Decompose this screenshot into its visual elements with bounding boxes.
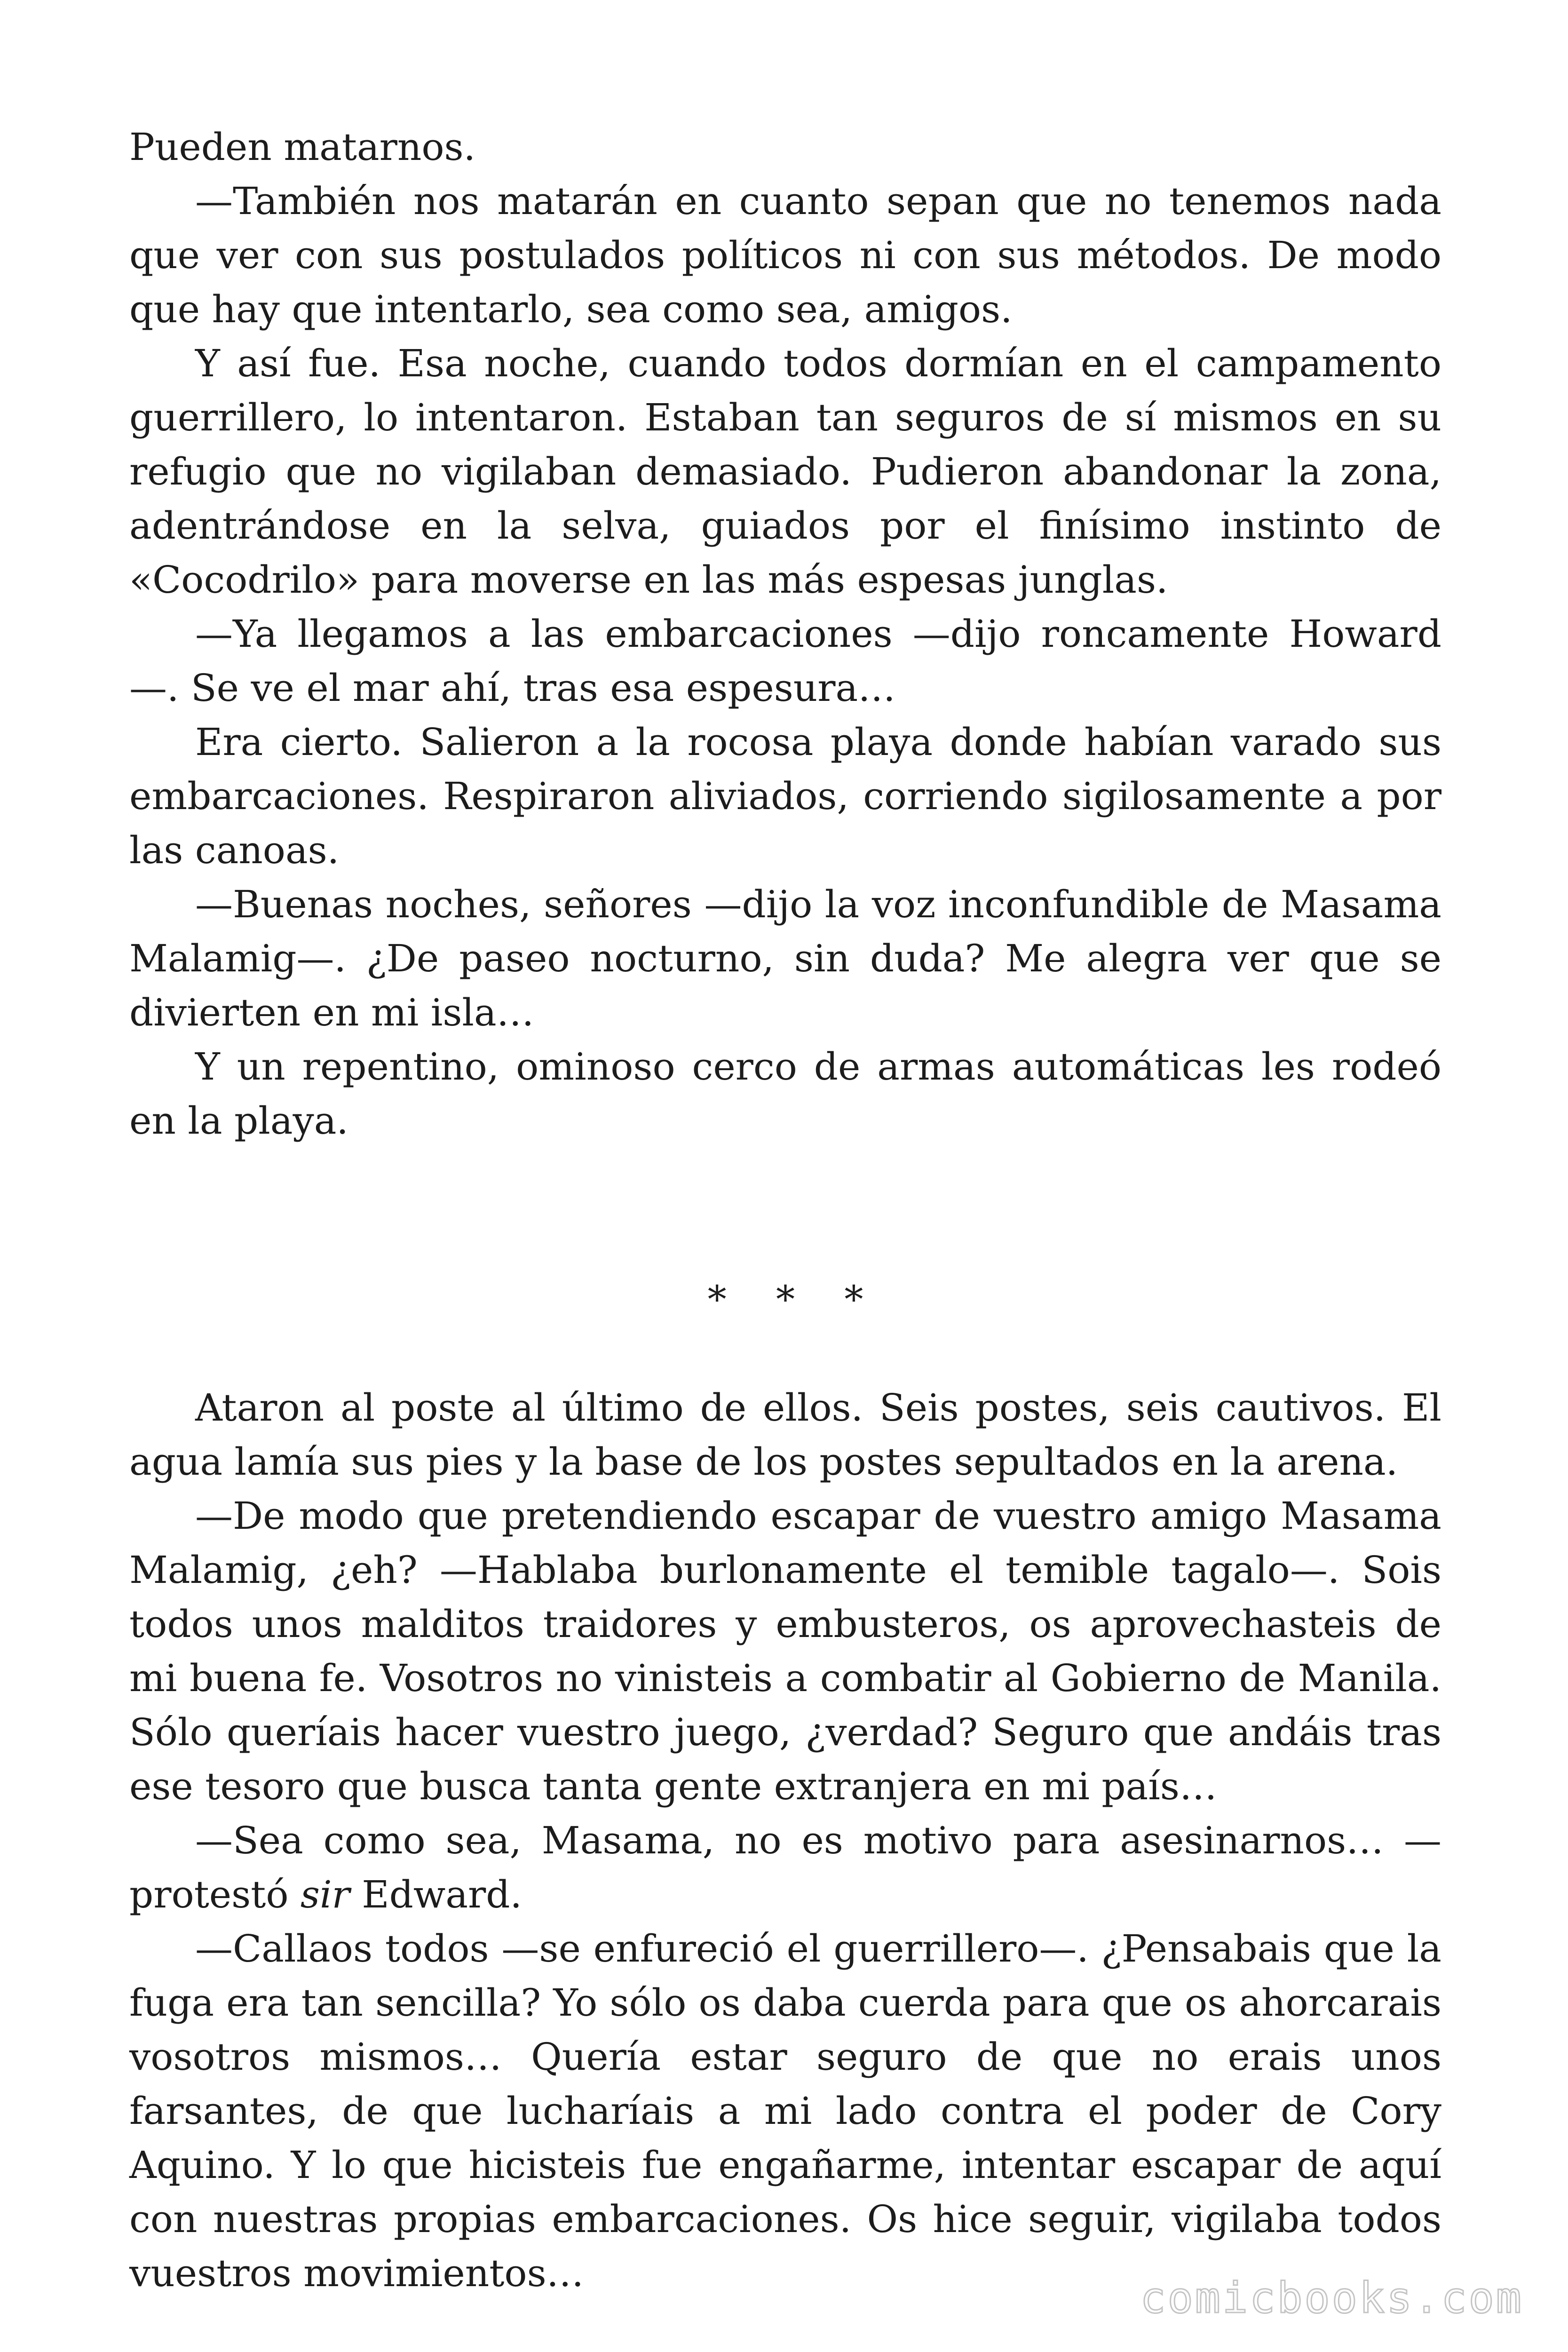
paragraph: Y así fue. Esa noche, cuando todos dormían en el campamento guerrillero, lo intentaron. Estaban tan seguros de sí mismos en su refugio que no vigilaban demasiado. Pudieron abandonar la zona, adentrándose en la selva, guiados por el finísimo instinto de «Cocodrilo» para moverse en las más espesas junglas. bbox=[129, 342, 1441, 602]
scene-separator: * * * bbox=[707, 1278, 882, 1321]
paragraph: —De modo que pretendiendo escapar de vuestro amigo Masama Malamig, ¿eh? —Hablaba burlonamente el temible tagalo—. Sois todos unos malditos traidores y embusteros, os aprovechasteis de mi buena fe. Vosotros no vinisteis a combatir al Gobierno de Manila. Sólo queríais hacer vuestro juego, ¿verdad? Seguro que andáis tras ese tesoro que busca tanta gente extranjera en mi país… bbox=[129, 1494, 1441, 1808]
paragraph: Ataron al poste al último de ellos. Seis postes, seis cautivos. El agua lamía sus pies y la base de los postes sepultados en la arena. bbox=[129, 1386, 1441, 1484]
paragraph bbox=[129, 1813, 1441, 1922]
page-body bbox=[129, 120, 1441, 2300]
paragraph: —Callaos todos —se enfureció el guerrillero—. ¿Pensabais que la fuga era tan sencilla? Yo sólo os daba cuerda para que os ahorcarais vosotros mismos… Quería estar seguro de que no erais unos farsantes, de que lucharíais a mi lado contra el poder de Cory Aquino. Y lo que hicisteis fue engañarme, intentar escapar de aquí con nuestras propias embarcaciones. Os hice seguir, vigilaba todos vuestros movimientos… bbox=[129, 1927, 1441, 2295]
watermark-logo: comicbooks.com bbox=[1140, 2273, 1523, 2323]
paragraph-text: —Sea como sea, Masama, no es motivo para asesinarnos… —protestó bbox=[129, 1819, 1441, 1916]
paragraph: —Buenas noches, señores —dijo la voz inconfundible de Masama Malamig—. ¿De paseo nocturno, sin duda? Me alegra ver que se divierten en mi isla… bbox=[129, 882, 1441, 1034]
paragraph: Pueden matarnos. bbox=[129, 125, 476, 169]
paragraph: Y un repentino, ominoso cerco de armas automáticas les rodeó en la playa. bbox=[129, 1045, 1441, 1143]
emphasis-text: sir bbox=[300, 1873, 350, 1916]
paragraph-text: Edward. bbox=[349, 1873, 522, 1916]
paragraph: —También nos matarán en cuanto sepan que no tenemos nada que ver con sus postulados políticos ni con sus métodos. De modo que hay que intentarlo, sea como sea, amigos. bbox=[129, 179, 1441, 331]
paragraph: Era cierto. Salieron a la rocosa playa donde habían varado sus embarcaciones. Respiraron aliviados, corriendo sigilosamente a por las canoas. bbox=[129, 720, 1441, 872]
paragraph: —Ya llegamos a las embarcaciones —dijo roncamente Howard —. Se ve el mar ahí, tras esa espesura… bbox=[129, 612, 1441, 710]
